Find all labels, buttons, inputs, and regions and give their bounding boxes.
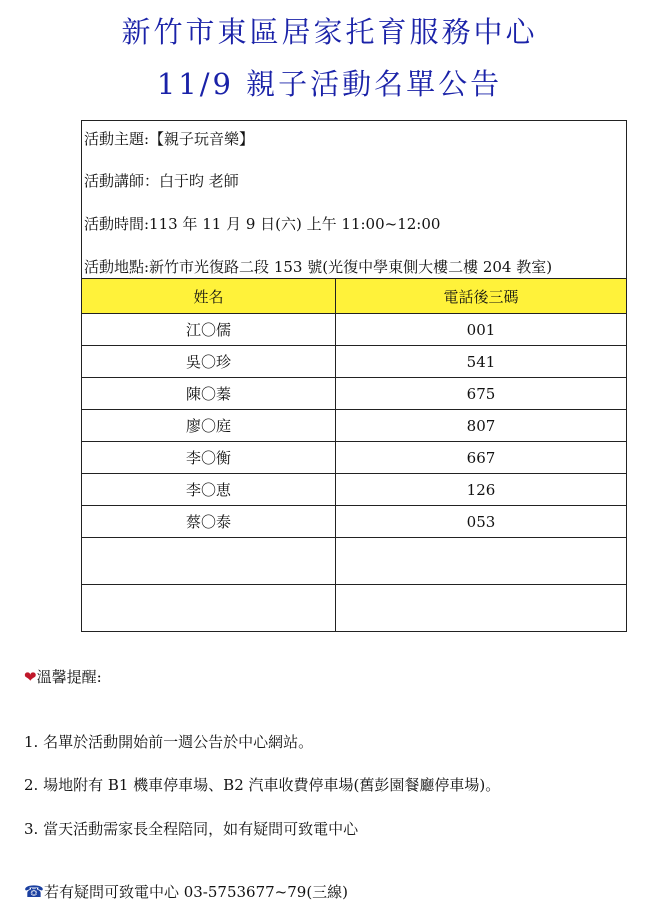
- reminder-heading-text: 溫馨提醒:: [36, 668, 102, 686]
- header-phone: 電話後三碼: [336, 279, 627, 314]
- reminder-item-2: 2. 場地附有 B1 機車停車場、B2 汽車收費停車場(舊彭園餐廳停車場)。: [24, 776, 501, 794]
- participant-name: 李〇恵: [82, 474, 336, 506]
- participant-phone: [336, 585, 627, 632]
- participant-name: [82, 538, 336, 585]
- participant-name: 吳〇珍: [82, 346, 336, 378]
- table-header-row: [82, 279, 627, 314]
- heart-icon: ❤: [24, 668, 37, 686]
- table-row-empty: [82, 585, 627, 632]
- table-row: [82, 474, 627, 506]
- page-title: 新竹市東區居家托育服務中心: [121, 15, 538, 49]
- activity-time: 活動時間:113 年 11 月 9 日(六) 上午 11:00~12:00: [84, 215, 441, 233]
- telephone-icon: ☎: [24, 882, 44, 901]
- participant-name: 蔡〇泰: [82, 506, 336, 538]
- reminder-item-1: 1. 名單於活動開始前一週公告於中心網站。: [24, 733, 314, 751]
- activity-teacher: 活動講師：白于昀 老師: [84, 172, 239, 190]
- participant-phone: 541: [336, 346, 627, 378]
- contact-line: [24, 881, 348, 902]
- participant-name: 江〇儒: [82, 314, 336, 346]
- participant-name: 李〇衡: [82, 442, 336, 474]
- reminder-item-3: 3. 當天活動需家長全程陪同，如有疑問可致電中心: [24, 820, 359, 838]
- participant-phone: 807: [336, 410, 627, 442]
- participant-table: [81, 278, 627, 632]
- participant-phone: 675: [336, 378, 627, 410]
- table-row: [82, 378, 627, 410]
- table-row: [82, 314, 627, 346]
- participant-phone: [336, 538, 627, 585]
- activity-place: 活動地點:新竹市光復路二段 153 號(光復中學東側大樓二樓 204 教室): [84, 258, 553, 276]
- table-row: [82, 442, 627, 474]
- table-row: [82, 506, 627, 538]
- reminder-heading: [24, 666, 102, 687]
- activity-theme: 活動主題:【親子玩音樂】: [84, 130, 255, 148]
- table-row-empty: [82, 538, 627, 585]
- participant-name: [82, 585, 336, 632]
- participant-name: 陳〇蓁: [82, 378, 336, 410]
- contact-text: 若有疑問可致電中心 03-5753677~79(三線): [43, 883, 349, 901]
- table-row: [82, 346, 627, 378]
- header-name: 姓名: [82, 279, 336, 314]
- table-row: [82, 410, 627, 442]
- participant-name: 廖〇庭: [82, 410, 336, 442]
- participant-phone: 667: [336, 442, 627, 474]
- participant-phone: 126: [336, 474, 627, 506]
- participant-phone: 053: [336, 506, 627, 538]
- page-subtitle: 11/9 親子活動名單公告: [156, 67, 503, 101]
- participant-phone: 001: [336, 314, 627, 346]
